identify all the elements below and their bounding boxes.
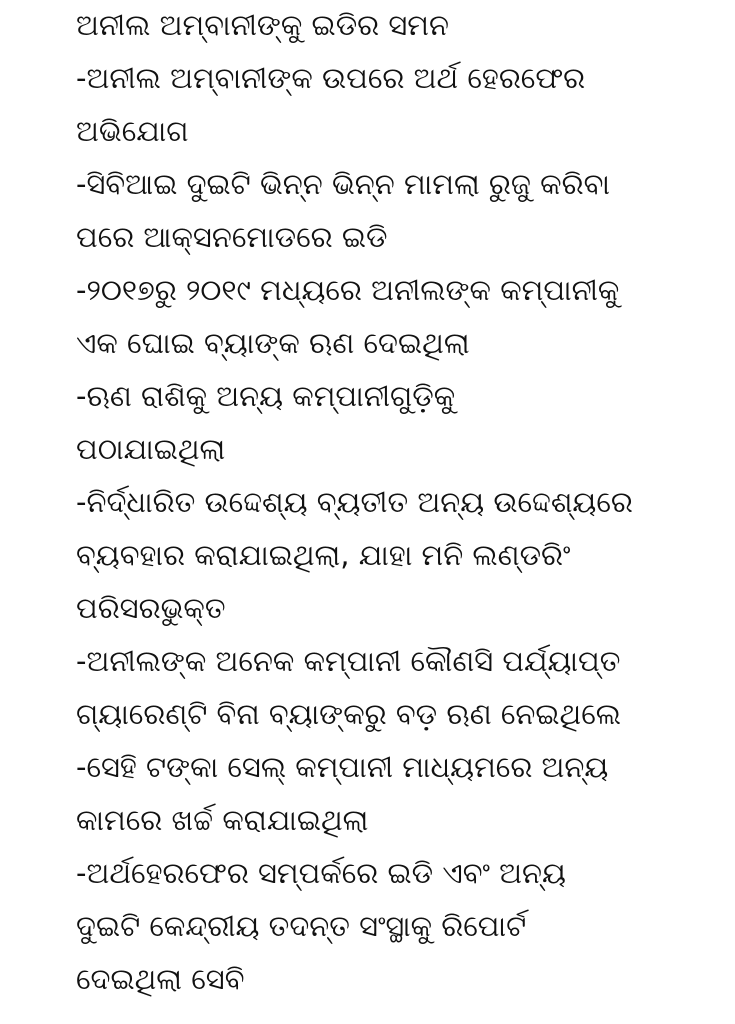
text-line-7: ଏକ ଘୋଇ ବ୍ୟାଙ୍କ ଋଣ ଦେଇଥିଲା bbox=[76, 326, 470, 360]
text-line-13: -ଅନୀଲଙ୍କ ଅନେକ କମ୍ପାନୀ କୌଣସି ପର୍ଯ୍ୟାପ୍ତ bbox=[76, 644, 621, 678]
text-line-5: ପରେ ଆକ୍ସନମୋଡରେ ଇଡି bbox=[76, 220, 388, 254]
text-line-2: -ଅନୀଲ ଅମ୍ବାନୀଙ୍କ ଉପରେ ଅର୍ଥ ହେରଫେର bbox=[76, 61, 586, 95]
text-line-11: ବ୍ୟବହାର କରାଯାଇଥିଲା, ଯାହା ମନି ଲଣ୍ଡରିଂ bbox=[76, 538, 571, 572]
headline: ଅନୀଲ ଅମ୍ବାନୀଙ୍କୁ ଇଡିର ସମନ bbox=[76, 8, 449, 42]
text-line-15: -ସେହି ଟଙ୍କା ସେଲ୍ କମ୍ପାନୀ ମାଧ୍ୟମରେ ଅନ୍ୟ bbox=[76, 750, 609, 784]
text-line-3: ଅଭିଯୋଗ bbox=[76, 114, 189, 148]
text-line-9: ପଠାଯାଇଥିଲା bbox=[76, 432, 226, 466]
text-line-17: -ଅର୍ଥହେରଫେର ସମ୍ପର୍କରେ ଇଡି ଏବଂ ଅନ୍ୟ bbox=[76, 856, 566, 890]
text-line-8: -ଋଣ ରାଶିକୁ ଅନ୍ୟ କମ୍ପାନୀଗୁଡ଼ିକୁ bbox=[76, 379, 456, 413]
text-line-16: କାମରେ ଖର୍ଚ୍ଚ କରାଯାଇଥିଲା bbox=[76, 803, 369, 837]
text-line-4: -ସିବିଆଇ ଦୁଇଟି ଭିନ୍ନ ଭିନ୍ନ ମାମଲା ରୁଜୁ କରିବା bbox=[76, 167, 610, 201]
text-line-14: ଗ୍ୟାରେଣ୍ଟି ବିନା ବ୍ୟାଙ୍କରୁ ବଡ଼ ଋଣ ନେଇଥିଲେ bbox=[76, 697, 621, 731]
text-line-19: ଦେଇଥିଲା ସେବି bbox=[76, 962, 245, 996]
text-line-10: -ନିର୍ଦ୍ଧାରିତ ଉଦ୍ଦେଶ୍ୟ ବ୍ୟତୀତ ଅନ୍ୟ ଉଦ୍ଦେଶ୍ୟରେ bbox=[76, 485, 633, 519]
text-line-12: ପରିସରଭୁକ୍ତ bbox=[76, 591, 226, 625]
text-line-18: ଦୁଇଟି କେନ୍ଦ୍ରୀୟ ତଦନ୍ତ ସଂସ୍ଥାକୁ ରିପୋର୍ଟ bbox=[76, 909, 527, 943]
text-line-6: -୨୦୧୭ରୁ ୨୦୧୯ ମଧ୍ୟରେ ଅନୀଲଙ୍କ କମ୍ପାନୀକୁ bbox=[76, 273, 620, 307]
